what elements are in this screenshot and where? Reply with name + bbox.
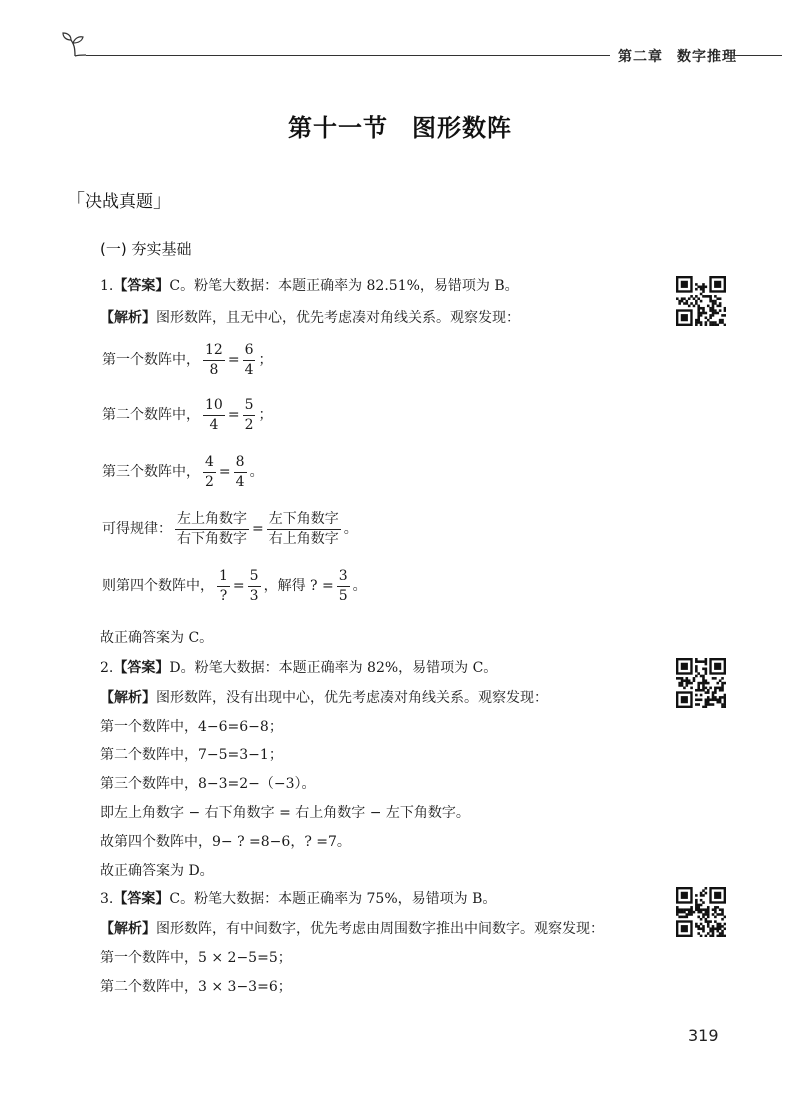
q3-analysis-line: 【解析】图形数阵，有中间数字，优先考虑由周围数字推出中间数字。观察发现： (100, 921, 604, 937)
q2-line: 故第四个数阵中，9− ? =8−6，? =7。 (100, 834, 351, 850)
section-title: 第十一节 图形数阵 (288, 114, 512, 142)
page-header (62, 30, 782, 66)
q3-line: 第一个数阵中，5 × 2−5=5； (100, 950, 292, 966)
box-title: 「决战真题」 (66, 190, 173, 212)
q1-conclusion: 故正确答案为 C。 (100, 630, 214, 646)
qr-code-icon[interactable] (676, 658, 726, 708)
header-rule-left (86, 55, 610, 56)
q2-line: 故正确答案为 D。 (100, 863, 214, 879)
q2-analysis-line: 【解析】图形数阵，没有出现中心，优先考虑凑对角线关系。观察发现： (100, 690, 548, 706)
qr-code-icon[interactable] (676, 276, 726, 326)
sub-title: (一) 夯实基础 (100, 240, 192, 258)
q1-matrix3: 第三个数阵中， $\frac{4}{2}$ = $\frac{8}{4}$ 。 (102, 454, 264, 490)
header-rule-right (734, 55, 782, 56)
q1-answer-line: 1.【答案】C。粉笔大数据：本题正确率为 82.51%，易错项为 B。 (100, 278, 519, 294)
q1-fourth: 则第四个数阵中， $\frac{1}{?}$ = $\frac{5}{3}$ ，解得 ? = $\frac{3}{5}$ 。 (102, 568, 367, 604)
q1-analysis-line: 【解析】图形数阵，且无中心，优先考虑凑对角线关系。观察发现： (100, 310, 520, 326)
page-number: 319 (688, 1026, 719, 1045)
q1-matrix2: 第二个数阵中， $\frac{10}{4}$ = $\frac{5}{2}$ ； (102, 397, 273, 433)
q2-line: 第三个数阵中，8−3=2−（−3）。 (100, 776, 316, 792)
q2-line: 第一个数阵中，4−6=6−8； (100, 719, 283, 735)
q1-rule: 可得规律： $\frac{\text{左上角数字}}{\text{右下角数字}}$ = $\frac{\text{左下角数字}}{\text{右上角数字}}$ 。 (102, 511, 358, 547)
sprout-icon (62, 30, 90, 58)
q2-line: 第二个数阵中，7−5=3−1； (100, 747, 283, 763)
header-chapter: 第二章 数字推理 (618, 49, 737, 65)
q3-line: 第二个数阵中，3 × 3−3=6； (100, 979, 292, 995)
q3-answer-line: 3.【答案】C。粉笔大数据：本题正确率为 75%，易错项为 B。 (100, 891, 497, 907)
qr-code-icon[interactable] (676, 887, 726, 937)
q1-matrix1: 第一个数阵中， $\frac{12}{8}$ = $\frac{6}{4}$ ； (102, 342, 273, 378)
q2-answer-line: 2.【答案】D。粉笔大数据：本题正确率为 82%，易错项为 C。 (100, 660, 498, 676)
q2-line: 即左上角数字 − 右下角数字 = 右上角数字 − 左下角数字。 (100, 805, 470, 821)
